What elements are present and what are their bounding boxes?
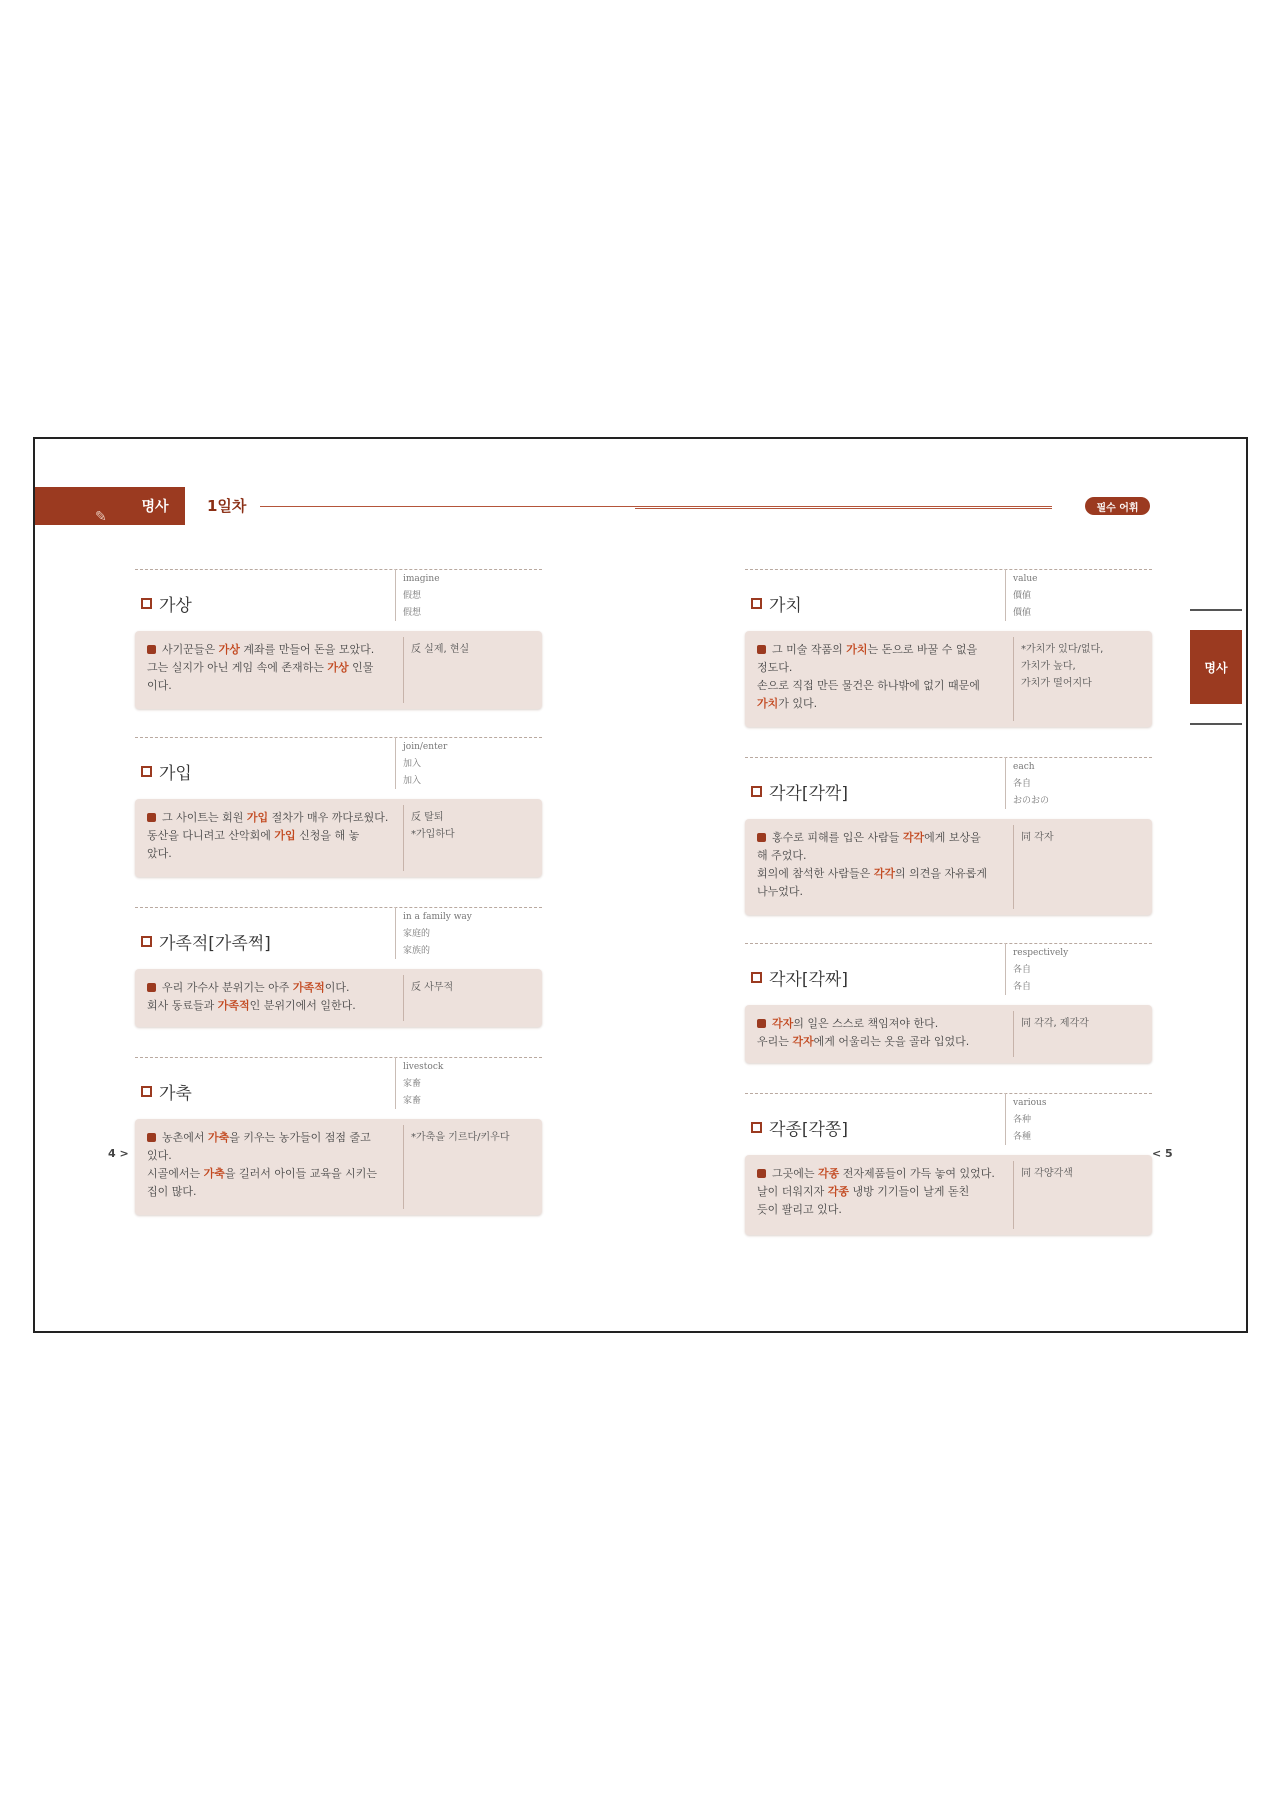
side-tab[interactable]: 명사: [1190, 630, 1242, 704]
example-line: [147, 677, 392, 695]
related-words: [1021, 1015, 1146, 1032]
related-word: *가치가 있다/없다,: [1021, 644, 1104, 655]
entry-translations: [1013, 1095, 1143, 1146]
entry-translations: [1013, 571, 1143, 622]
example-text: 손으로 직접 만든 물건은 하나밖에 없기 때문에: [757, 679, 980, 692]
related-words: [1021, 1165, 1146, 1182]
highlighted-word: 가족적: [292, 981, 325, 994]
checkbox-icon[interactable]: [141, 936, 152, 947]
meta-divider: [1005, 1093, 1006, 1145]
header-day: 1일차: [207, 497, 247, 515]
highlighted-word: 가치: [846, 643, 868, 656]
bullet-icon: [147, 1133, 156, 1142]
card-divider: [1013, 1161, 1014, 1229]
card-divider: [1013, 1011, 1014, 1057]
header-badge: 필수 어휘: [1085, 497, 1150, 515]
example-text: 나누었다.: [757, 885, 804, 898]
related-words: [411, 1129, 536, 1146]
card-divider: [403, 805, 404, 871]
example-line: [147, 997, 392, 1015]
highlighted-word: 가축: [208, 1131, 230, 1144]
entry-translations: [403, 909, 533, 960]
translation-line: imagine: [403, 574, 440, 584]
highlighted-word: 각각: [873, 867, 896, 880]
related-words: [411, 979, 536, 996]
highlighted-word: 각종: [827, 1185, 850, 1198]
meta-divider: [395, 737, 396, 789]
related-word: *가입하다: [411, 829, 455, 840]
card-divider: [1013, 825, 1014, 909]
entry-divider: [135, 737, 542, 738]
translation-line: 家畜: [403, 1079, 422, 1089]
page-number-left: 4 >: [108, 1147, 129, 1160]
page-number-right: < 5: [1152, 1147, 1173, 1160]
example-text: 홍수로 피해를 입은 사람들: [772, 831, 903, 844]
example-text: 회의에 참석한 사람들은: [757, 867, 874, 880]
entry-divider: [745, 569, 1152, 570]
entry-headword: [141, 591, 192, 616]
related-words: [1021, 829, 1146, 846]
example-text: 그는 실지가 아닌 게임 속에 존재하는: [147, 661, 328, 674]
example-line: [757, 1183, 1002, 1201]
card-divider: [403, 975, 404, 1021]
example-text: 신청을 해 놓: [295, 829, 360, 842]
example-line: [757, 865, 1002, 883]
checkbox-icon[interactable]: [751, 972, 762, 983]
bullet-icon: [757, 1169, 766, 1178]
highlighted-word: 각각: [902, 831, 925, 844]
headword-text: 가상: [159, 596, 192, 616]
example-text: 우리 가수사 분위기는 아주: [162, 981, 293, 994]
example-text: 가 있다.: [778, 697, 818, 710]
example-line: [757, 829, 1002, 847]
related-word: 가치가 떨어지다: [1021, 678, 1092, 689]
entry-headword: [751, 779, 848, 804]
example-line: [147, 827, 392, 845]
example-text: 이다.: [147, 679, 172, 692]
example-line: [147, 1147, 392, 1165]
bullet-icon: [147, 983, 156, 992]
example-card: [745, 631, 1152, 727]
entry-headword: [751, 591, 802, 616]
meta-divider: [395, 907, 396, 959]
example-text: 회사 동료들과: [147, 999, 218, 1012]
translation-line: value: [1013, 574, 1038, 584]
side-rule-top: [1190, 609, 1242, 611]
translation-line: 各种: [1013, 1115, 1032, 1125]
bullet-icon: [757, 645, 766, 654]
entry-headword: [751, 1115, 848, 1140]
headword-text: 가족적[가족쩍]: [159, 934, 271, 954]
example-card: [135, 631, 542, 709]
translation-line: 家畜: [403, 1096, 422, 1106]
related-words: [1021, 641, 1146, 692]
example-text: 이다.: [324, 981, 350, 994]
example-text: 인물: [348, 661, 374, 674]
highlighted-word: 가치: [757, 697, 779, 710]
example-text: 에게 보상을: [924, 831, 981, 844]
header-category: 명사: [141, 499, 169, 515]
example-text: 계좌를 만들어 돈을 모았다.: [239, 643, 375, 656]
example-line: [757, 695, 1002, 713]
highlighted-word: 가상: [218, 643, 240, 656]
example-text: 을 길러서 아이들 교육을 시키는: [224, 1167, 378, 1180]
entry-translations: [403, 1059, 533, 1110]
example-text: 의 의견을 자유롭게: [895, 867, 988, 880]
translation-line: 各自: [1013, 779, 1032, 789]
highlighted-word: 가족적: [217, 999, 250, 1012]
entry-divider: [745, 1093, 1152, 1094]
related-word: 反 사무적: [411, 982, 454, 993]
example-text: 냉방 기기들이 날게 돋친: [849, 1185, 970, 1198]
example-line: [147, 1129, 392, 1147]
highlighted-word: 가입: [274, 829, 296, 842]
example-sentences: [147, 809, 392, 863]
checkbox-icon[interactable]: [751, 786, 762, 797]
translation-line: 家族的: [403, 946, 431, 956]
meta-divider: [1005, 569, 1006, 621]
entry-headword: [141, 929, 271, 954]
translation-line: 各自: [1013, 965, 1032, 975]
card-divider: [1013, 637, 1014, 721]
related-words: [411, 641, 536, 658]
translation-line: 假想: [403, 608, 422, 618]
example-line: [147, 659, 392, 677]
example-text: 그 사이트는 회원: [162, 811, 247, 824]
related-word: 反 탈퇴: [411, 812, 444, 823]
bullet-icon: [147, 813, 156, 822]
header-rule: [260, 506, 1052, 507]
example-text: 사기꾼들은: [162, 643, 219, 656]
example-sentences: [147, 641, 392, 695]
headword-text: 각자[각짜]: [769, 970, 848, 990]
translation-line: 價値: [1013, 608, 1032, 618]
entry-divider: [745, 943, 1152, 944]
checkbox-icon[interactable]: [751, 1122, 762, 1133]
highlighted-word: 가축: [203, 1167, 225, 1180]
entry-headword: [141, 759, 192, 784]
example-line: [757, 1201, 1002, 1219]
highlighted-word: 각종: [818, 1167, 840, 1180]
bullet-icon: [757, 833, 766, 842]
example-line: [147, 641, 392, 659]
checkbox-icon[interactable]: [751, 598, 762, 609]
translation-line: 各種: [1013, 1132, 1032, 1142]
example-sentences: [757, 829, 1002, 901]
example-text: 해 주었다.: [757, 849, 807, 862]
related-word: 同 각자: [1021, 832, 1054, 843]
example-text: 집이 많다.: [147, 1185, 197, 1198]
card-divider: [403, 1125, 404, 1209]
meta-divider: [1005, 943, 1006, 995]
example-text: 절차가 매우 까다로웠다.: [268, 811, 389, 824]
example-line: [757, 883, 1002, 901]
related-word: 同 각양각색: [1021, 1168, 1073, 1179]
card-divider: [403, 637, 404, 703]
example-card: [135, 1119, 542, 1215]
bullet-icon: [147, 645, 156, 654]
example-sentences: [757, 641, 1002, 713]
example-sentences: [757, 1015, 1002, 1051]
example-line: [757, 1165, 1002, 1183]
headword-text: 가입: [159, 764, 192, 784]
meta-divider: [1005, 757, 1006, 809]
translation-line: various: [1013, 1098, 1047, 1108]
checkbox-icon[interactable]: [141, 598, 152, 609]
example-text: 날이 더워지자: [757, 1185, 828, 1198]
entry-headword: [141, 1079, 192, 1104]
highlighted-word: 가입: [246, 811, 269, 824]
example-line: [147, 979, 392, 997]
related-words: [411, 809, 536, 843]
translation-line: 加入: [403, 759, 422, 769]
meta-divider: [395, 1057, 396, 1109]
translation-line: 加入: [403, 776, 422, 786]
example-text: 을 키우는 농가들이 점점 줄고: [229, 1131, 371, 1144]
headword-text: 가축: [159, 1084, 192, 1104]
headword-text: 각종[각쫑]: [769, 1120, 848, 1140]
highlighted-word: 각자: [772, 1017, 794, 1030]
example-line: [147, 1183, 392, 1201]
example-text: 그 미술 작품의: [772, 643, 847, 656]
translation-line: 家庭的: [403, 929, 431, 939]
example-line: [757, 1015, 1002, 1033]
example-text: 에게 어울리는 옷을 골라 입었다.: [813, 1035, 970, 1048]
example-line: [757, 1033, 1002, 1051]
book-spread: [33, 437, 1248, 1333]
example-text: 전자제품들이 가득 놓여 있었다.: [839, 1167, 995, 1180]
translation-line: each: [1013, 762, 1035, 772]
example-card: [135, 799, 542, 877]
example-line: [757, 677, 1002, 695]
example-line: [757, 659, 1002, 677]
example-text: 는 돈으로 바꿀 수 없을: [867, 643, 978, 656]
example-card: [745, 1155, 1152, 1235]
related-word: 反 실제, 현실: [411, 644, 470, 655]
side-rule-bottom: [1190, 723, 1242, 725]
related-word: 가치가 높다,: [1021, 661, 1076, 672]
translation-line: 價値: [1013, 591, 1032, 601]
highlighted-word: 가상: [327, 661, 349, 674]
example-text: 시골에서는: [147, 1167, 204, 1180]
example-line: [147, 809, 392, 827]
example-text: 그곳에는: [772, 1167, 819, 1180]
entry-translations: [1013, 945, 1143, 996]
example-sentences: [147, 1129, 392, 1201]
example-text: 인 분위기에서 일한다.: [249, 999, 356, 1012]
meta-divider: [395, 569, 396, 621]
checkbox-icon[interactable]: [141, 1086, 152, 1097]
example-text: 정도다.: [757, 661, 793, 674]
translation-line: 假想: [403, 591, 422, 601]
translation-line: livestock: [403, 1062, 444, 1072]
translation-line: respectively: [1013, 948, 1069, 958]
example-card: [745, 819, 1152, 915]
example-text: 의 일은 스스로 책임져야 한다.: [793, 1017, 939, 1030]
related-word: 同 각각, 제각각: [1021, 1018, 1089, 1029]
bullet-icon: [757, 1019, 766, 1028]
entry-divider: [135, 569, 542, 570]
example-text: 있다.: [147, 1149, 172, 1162]
example-text: 우리는: [757, 1035, 793, 1048]
headword-text: 각각[각깍]: [769, 784, 848, 804]
example-line: [147, 1165, 392, 1183]
example-line: [757, 847, 1002, 865]
example-text: 동산을 다니려고 산악회에: [147, 829, 275, 842]
example-text: 농촌에서: [162, 1131, 209, 1144]
entry-divider: [745, 757, 1152, 758]
example-text: 듯이 팔리고 있다.: [757, 1203, 842, 1216]
highlighted-word: 각자: [792, 1035, 814, 1048]
example-line: [757, 641, 1002, 659]
entry-headword: [751, 965, 848, 990]
example-card: [745, 1005, 1152, 1063]
related-word: *가축을 기르다/키우다: [411, 1132, 510, 1143]
entry-divider: [135, 1057, 542, 1058]
example-card: [135, 969, 542, 1027]
header-rule-secondary: [635, 508, 1052, 509]
headword-text: 가치: [769, 596, 802, 616]
example-sentences: [147, 979, 392, 1015]
translation-line: おのおの: [1013, 796, 1050, 806]
translation-line: in a family way: [403, 912, 472, 922]
entry-translations: [1013, 759, 1143, 810]
example-line: [147, 845, 392, 863]
entry-translations: [403, 739, 533, 790]
translation-line: 各自: [1013, 982, 1032, 992]
example-sentences: [757, 1165, 1002, 1219]
entry-translations: [403, 571, 533, 622]
pencil-icon: ✎: [95, 509, 107, 525]
example-text: 았다.: [147, 847, 172, 860]
translation-line: join/enter: [403, 742, 448, 752]
entry-divider: [135, 907, 542, 908]
checkbox-icon[interactable]: [141, 766, 152, 777]
